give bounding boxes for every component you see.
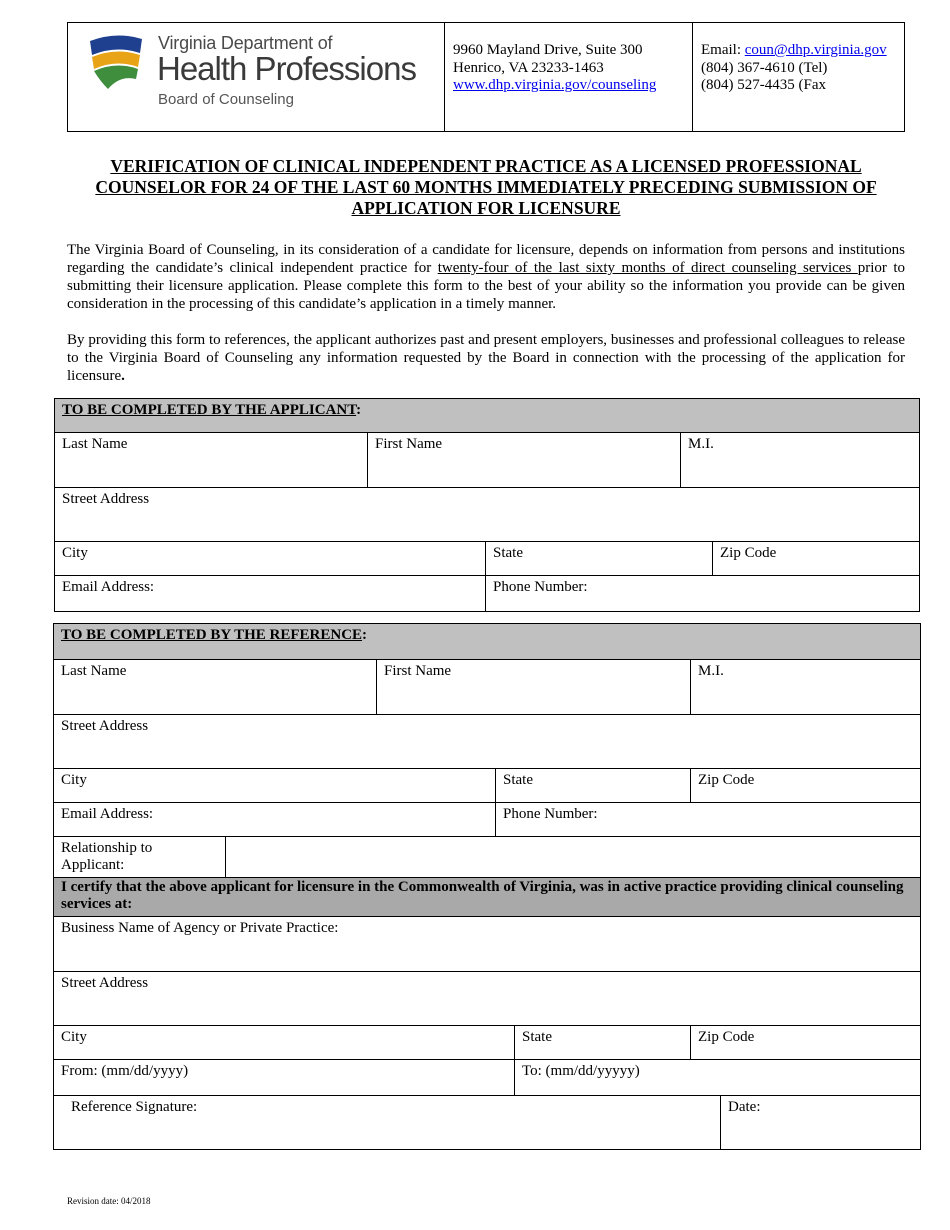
signature-date-field[interactable] (721, 1096, 921, 1150)
reference-mi-field[interactable] (691, 660, 921, 715)
address-line2: Henrico, VA 23233-1463 (453, 59, 604, 76)
email-link[interactable]: coun@dhp.virginia.gov (744, 42, 887, 58)
applicant-zip-field[interactable] (713, 542, 920, 576)
reference-zip-field[interactable] (691, 769, 921, 803)
reference-heading (54, 624, 921, 660)
reference-street-label: Street Address (61, 718, 149, 734)
relationship-label-cell (54, 837, 226, 878)
applicant-state-label: State (493, 545, 523, 561)
practice-zip-field[interactable] (691, 1026, 921, 1060)
tel: (804) 367-4610 (Tel) (701, 59, 828, 76)
revision-date: Revision date: 04/2018 (67, 1196, 151, 1206)
applicant-street-label: Street Address (62, 491, 150, 507)
reference-state-field[interactable] (496, 769, 691, 803)
reference-last-name-field[interactable] (54, 660, 377, 715)
practice-street-label: Street Address (61, 975, 149, 991)
intro-p1-underline: twenty-four of the last sixty months of direct counseling services (437, 260, 858, 276)
to-date-label: To: (mm/dd/yyyyy) (522, 1063, 640, 1079)
relationship-label: Relationship to Applicant: (61, 840, 153, 873)
practice-zip-label: Zip Code (698, 1029, 755, 1045)
applicant-city-field[interactable] (55, 542, 486, 576)
applicant-zip-label: Zip Code (720, 545, 777, 561)
applicant-street-field[interactable] (55, 488, 920, 542)
applicant-heading (55, 399, 920, 433)
reference-first-name-label: First Name (384, 663, 452, 679)
logo-line3: Board of Counseling (158, 91, 294, 108)
reference-zip-label: Zip Code (698, 772, 755, 788)
business-name-field[interactable] (54, 917, 921, 972)
contact-block (693, 23, 904, 131)
address-line1: 9960 Mayland Drive, Suite 300 (453, 42, 643, 58)
website-link[interactable]: www.dhp.virginia.gov/counseling (453, 77, 657, 93)
practice-city-field[interactable] (54, 1026, 515, 1060)
applicant-heading-colon: : (356, 402, 362, 418)
applicant-email-label: Email Address: (62, 579, 155, 595)
applicant-city-label: City (62, 545, 88, 561)
reference-last-name-label: Last Name (61, 663, 127, 679)
applicant-mi-label: M.I. (688, 436, 714, 452)
logo-line1: Virginia Department of (158, 33, 333, 53)
reference-phone-label: Phone Number: (503, 806, 598, 822)
intro-paragraph-1 (67, 241, 905, 313)
applicant-mi-field[interactable] (681, 433, 920, 488)
practice-state-field[interactable] (515, 1026, 691, 1060)
reference-city-field[interactable] (54, 769, 496, 803)
fax: (804) 527-4435 (Fax (701, 77, 826, 93)
signature-date-label: Date: (728, 1099, 761, 1115)
from-date-label: From: (mm/dd/yyyy) (61, 1063, 189, 1079)
from-date-field[interactable] (54, 1060, 515, 1096)
applicant-last-name-field[interactable] (55, 433, 368, 488)
applicant-phone-label: Phone Number: (493, 579, 588, 595)
applicant-first-name-field[interactable] (368, 433, 681, 488)
applicant-first-name-label: First Name (375, 436, 443, 452)
practice-city-label: City (61, 1029, 87, 1045)
to-date-field[interactable] (515, 1060, 921, 1096)
practice-state-label: State (522, 1029, 552, 1045)
reference-signature-field[interactable] (54, 1096, 721, 1150)
certify-text: I certify that the above applicant for licensure in the Commonwealth of Virginia, was in active practice providing clinical counseling services at: (61, 879, 904, 912)
applicant-phone-field[interactable] (486, 576, 920, 612)
reference-heading-colon: : (362, 627, 368, 643)
applicant-last-name-label: Last Name (62, 436, 128, 452)
intro-p1-start: The Virginia Board of Counseling, in its consideration of a candidate for licensure, depends on information from persons and institutions regarding the candidate’s clinical independent practice for (67, 242, 905, 276)
address-block (445, 23, 693, 131)
dhp-logo-icon (86, 29, 146, 93)
reference-email-label: Email Address: (61, 806, 154, 822)
reference-section (53, 623, 921, 1150)
letterhead (67, 22, 905, 132)
form-title: VERIFICATION OF CLINICAL INDEPENDENT PRACTICE AS A LICENSED PROFESSIONAL COUNSELOR FOR 24 OF THE LAST 60 MONTHS IMMEDIATELY PRECEDING SUBMISSION OF APPLICATION FOR LICENSURE (95, 156, 877, 218)
reference-street-field[interactable] (54, 715, 921, 769)
relationship-input[interactable] (226, 837, 921, 878)
intro-p2-end: . (121, 368, 125, 384)
logo-line2: Health Professions (157, 50, 416, 87)
intro-paragraph-2 (67, 331, 905, 385)
applicant-section (54, 398, 920, 612)
reference-heading-text: TO BE COMPLETED BY THE REFERENCE (61, 627, 363, 643)
reference-state-label: State (503, 772, 533, 788)
business-name-label: Business Name of Agency or Private Practice: (61, 920, 339, 936)
applicant-heading-text: TO BE COMPLETED BY THE APPLICANT (62, 402, 357, 418)
intro-p1-end: prior to submitting their licensure application. Please complete this form to the best of your ability so the information you provide can be given consideration in the processing of this candidate’s application in a timely manner. (67, 260, 906, 312)
practice-street-field[interactable] (54, 972, 921, 1026)
logo-block (68, 23, 445, 131)
intro-p2: By providing this form to references, the applicant authorizes past and present employers, businesses and professional colleagues to release to the Virginia Board of Counseling any information requested by the Board in connection with the processing of the application for licensure (67, 332, 905, 384)
email-label: Email: (701, 42, 745, 58)
reference-first-name-field[interactable] (377, 660, 691, 715)
reference-city-label: City (61, 772, 87, 788)
certify-statement (54, 878, 921, 917)
reference-mi-label: M.I. (698, 663, 724, 679)
reference-phone-field[interactable] (496, 803, 921, 837)
applicant-email-field[interactable] (55, 576, 486, 612)
reference-signature-label: Reference Signature: (71, 1099, 198, 1115)
reference-email-field[interactable] (54, 803, 496, 837)
applicant-state-field[interactable] (486, 542, 713, 576)
